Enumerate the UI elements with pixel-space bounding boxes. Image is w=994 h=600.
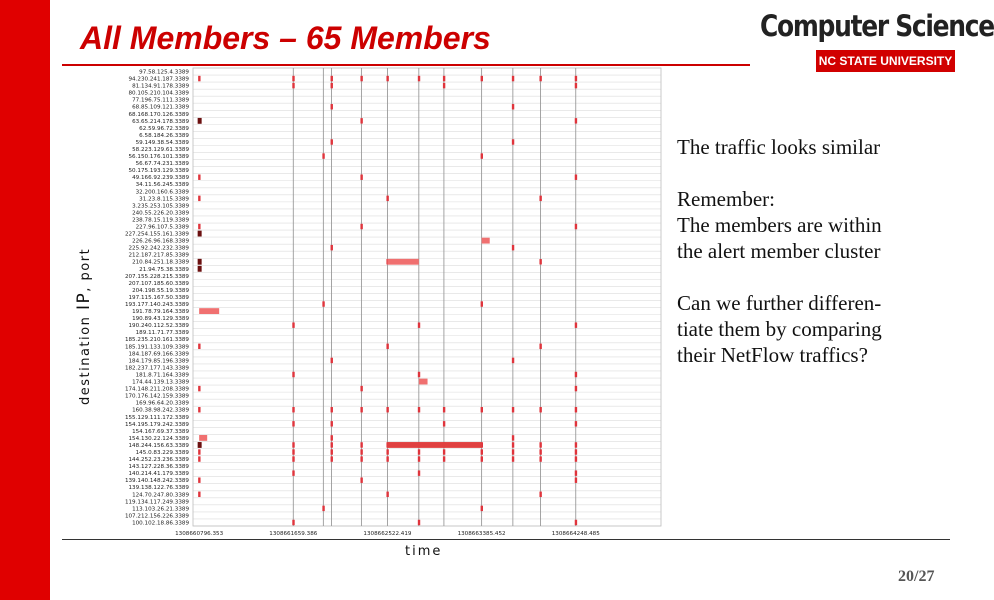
y-tick-label: 107.212.156.226.3389 [124, 513, 189, 520]
flow-mark [198, 196, 200, 201]
y-tick-label: 155.129.111.172.3389 [124, 414, 189, 421]
logo-bottom-text: NC STATE UNIVERSITY [816, 50, 955, 72]
y-label-ip: IP [74, 291, 94, 311]
flow-mark [331, 83, 333, 88]
y-tick-label: 207.155.228.215.3389 [124, 273, 189, 280]
flow-mark [331, 76, 333, 81]
y-tick-label: 212.187.217.85.3389 [128, 252, 189, 259]
y-tick-label: 154.130.22.124.3389 [128, 435, 189, 442]
flow-mark [575, 83, 577, 88]
flow-mark [292, 442, 294, 447]
y-tick-label: 94.230.241.187.3389 [128, 76, 189, 83]
flow-mark [512, 456, 514, 461]
flow-mark [575, 442, 577, 447]
dark-cell [198, 231, 202, 237]
flow-mark [198, 492, 200, 497]
flow-mark [198, 449, 200, 454]
flow-mark [331, 245, 333, 250]
flow-mark [512, 76, 514, 81]
y-tick-label: 169.96.64.20.3389 [135, 400, 189, 407]
flow-mark [481, 301, 483, 306]
note-line: Can we further differen- [677, 291, 882, 315]
flow-mark [198, 344, 200, 349]
flow-mark [360, 449, 362, 454]
flow-mark [198, 386, 200, 391]
y-tick-label: 154.195.179.242.3389 [124, 421, 189, 428]
y-tick-label: 68.85.109.121.3389 [132, 104, 189, 111]
flow-mark [418, 407, 420, 412]
y-tick-label: 97.58.125.4.3389 [139, 69, 189, 76]
flow-mark [481, 407, 483, 412]
flow-mark [418, 456, 420, 461]
y-tick-label: 50.175.193.129.3389 [128, 168, 189, 175]
note-line: the alert member cluster [677, 239, 881, 263]
flow-mark [386, 407, 388, 412]
flow-mark [198, 477, 200, 482]
y-tick-label: 124.70.247.80.3389 [132, 492, 189, 499]
note-line: The traffic looks similar [677, 135, 881, 159]
dark-cell [198, 442, 202, 448]
flow-mark [575, 520, 577, 525]
flow-mark [575, 372, 577, 377]
y-tick-label: 58.223.129.61.3389 [132, 147, 189, 154]
flow-mark [443, 407, 445, 412]
flow-mark [481, 76, 483, 81]
flow-mark [331, 104, 333, 109]
note-line: tiate them by comparing [677, 317, 882, 341]
flow-mark [292, 372, 294, 377]
flow-mark [292, 470, 294, 475]
flow-mark [331, 421, 333, 426]
y-tick-label: 189.11.71.77.3389 [135, 330, 189, 337]
flow-mark [512, 449, 514, 454]
bottom-rule [62, 539, 950, 540]
y-tick-label: 6.58.184.26.3389 [139, 132, 189, 139]
traffic-heatmap [90, 66, 710, 540]
flow-mark [292, 76, 294, 81]
flow-mark [575, 76, 577, 81]
y-tick-label: 190.240.112.52.3389 [128, 323, 189, 330]
note-line: The members are within [677, 213, 882, 237]
y-tick-label: 139.140.148.242.3389 [124, 478, 189, 485]
y-label-suffix: , port [78, 247, 93, 292]
logo [760, 6, 994, 74]
flow-mark [539, 449, 541, 454]
flow-mark [575, 118, 577, 123]
flow-mark [360, 477, 362, 482]
flow-mark [512, 245, 514, 250]
y-tick-label: 148.244.156.63.3389 [128, 442, 189, 449]
flow-mark [292, 83, 294, 88]
y-tick-label: 225.92.242.232.3389 [128, 245, 189, 252]
flow-mark [198, 174, 200, 179]
page-number: 20/27 [898, 568, 935, 585]
y-tick-label: 56.150.176.101.3389 [128, 154, 189, 161]
y-tick-label: 80.105.210.104.3389 [128, 90, 189, 97]
flow-mark [331, 435, 333, 440]
y-tick-label: 240.55.226.20.3389 [132, 210, 189, 217]
flow-mark [198, 407, 200, 412]
notes-panel [677, 134, 947, 368]
flow-mark [539, 259, 541, 264]
flow-mark [512, 442, 514, 447]
flow-mark [198, 76, 200, 81]
y-tick-label: 100.102.18.86.3389 [132, 520, 189, 527]
x-tick-label: 1308664248.485 [551, 531, 600, 537]
flow-mark [360, 407, 362, 412]
flow-mark [292, 520, 294, 525]
y-tick-label: 144.252.23.236.3389 [128, 457, 189, 464]
flow-mark [386, 344, 388, 349]
flow-mark [575, 449, 577, 454]
flow-mark [539, 76, 541, 81]
flow-mark [386, 492, 388, 497]
y-tick-label: 190.89.43.129.3389 [132, 316, 189, 323]
y-tick-label: 184.179.85.196.3389 [128, 358, 189, 365]
y-tick-label: 184.187.69.166.3389 [128, 351, 189, 358]
y-tick-label: 21.94.75.38.3389 [139, 266, 189, 273]
flow-mark [360, 386, 362, 391]
x-tick-label: 1308663385.452 [457, 531, 506, 537]
flow-mark [322, 301, 324, 306]
y-tick-label: 182.237.177.143.3389 [124, 365, 189, 372]
y-tick-label: 191.78.79.164.3389 [132, 309, 189, 316]
y-tick-label: 49.166.92.239.3389 [132, 175, 189, 182]
plot-frame [193, 68, 661, 526]
flow-mark [331, 139, 333, 144]
flow-mark [322, 506, 324, 511]
y-tick-label: 56.67.74.231.3389 [135, 161, 189, 168]
flow-mark [198, 456, 200, 461]
y-tick-label: 59.149.38.54.3389 [135, 139, 189, 146]
left-accent-bar [0, 0, 50, 600]
flow-mark [292, 456, 294, 461]
flow-mark [331, 407, 333, 412]
y-tick-label: 31.23.8.115.3389 [139, 196, 189, 203]
y-tick-label: 63.65.214.178.3389 [132, 118, 189, 125]
flow-mark [418, 76, 420, 81]
y-tick-label: 3.235.253.105.3389 [132, 203, 189, 210]
y-tick-label: 181.8.71.164.3389 [135, 372, 189, 379]
y-tick-label: 113.103.26.21.3389 [132, 506, 189, 513]
flow-bar [482, 238, 490, 244]
flow-mark [443, 83, 445, 88]
y-tick-label: 193.177.140.243.3389 [124, 302, 189, 309]
flow-mark [360, 456, 362, 461]
flow-mark [360, 442, 362, 447]
y-tick-label: 210.84.251.18.3389 [132, 259, 189, 266]
y-tick-label: 34.11.56.245.3389 [135, 182, 189, 189]
y-tick-label: 227.254.155.161.3389 [124, 231, 189, 238]
flow-mark [575, 456, 577, 461]
flow-mark [386, 449, 388, 454]
flow-mark [360, 174, 362, 179]
logo-top-text: Computer Science [760, 9, 994, 43]
flow-mark [360, 118, 362, 123]
flow-mark [443, 421, 445, 426]
flow-mark [443, 456, 445, 461]
y-tick-label: 207.107.185.60.3389 [128, 280, 189, 287]
flow-mark [418, 520, 420, 525]
flow-mark [443, 76, 445, 81]
flow-bar [199, 435, 207, 441]
flow-mark [292, 421, 294, 426]
y-tick-label: 204.198.55.19.3389 [132, 287, 189, 294]
heatmap-svg [90, 66, 710, 540]
x-tick-label: 1308661659.386 [269, 531, 318, 537]
flow-mark [292, 449, 294, 454]
flow-mark [386, 76, 388, 81]
flow-mark [322, 153, 324, 158]
flow-mark [481, 456, 483, 461]
y-tick-label: 160.38.98.242.3389 [132, 407, 189, 414]
flow-mark [539, 492, 541, 497]
flow-mark [512, 407, 514, 412]
x-tick-label: 1308660796.353 [175, 531, 224, 537]
dark-cell [198, 118, 202, 124]
y-tick-label: 154.167.69.37.3389 [132, 428, 189, 435]
y-tick-label: 170.176.142.159.3389 [124, 393, 189, 400]
flow-bar [387, 259, 418, 265]
flow-mark [331, 449, 333, 454]
flow-mark [575, 174, 577, 179]
flow-mark [360, 76, 362, 81]
flow-mark [360, 224, 362, 229]
y-tick-label: 143.127.228.36.3389 [128, 464, 189, 471]
flow-mark [539, 196, 541, 201]
flow-mark [575, 407, 577, 412]
dark-cell [198, 266, 202, 272]
y-tick-label: 226.26.96.168.3389 [132, 238, 189, 245]
flow-mark [331, 358, 333, 363]
y-tick-label: 238.78.15.119.3389 [132, 217, 189, 224]
flow-mark [418, 470, 420, 475]
flow-mark [418, 449, 420, 454]
y-tick-label: 185.235.210.161.3389 [124, 337, 189, 344]
flow-mark [575, 421, 577, 426]
flow-mark [539, 344, 541, 349]
y-tick-label: 139.138.122.76.3389 [128, 485, 189, 492]
flow-mark [386, 196, 388, 201]
y-tick-label: 174.44.139.13.3389 [132, 379, 189, 386]
flow-mark [418, 322, 420, 327]
y-tick-label: 145.0.83.229.3389 [135, 449, 189, 456]
y-tick-label: 81.134.91.178.3389 [132, 83, 189, 90]
flow-mark [575, 224, 577, 229]
y-tick-label: 68.168.170.126.3389 [128, 111, 189, 118]
flow-mark [198, 224, 200, 229]
flow-mark [443, 449, 445, 454]
flow-mark [331, 442, 333, 447]
y-tick-label: 62.59.96.72.3389 [139, 125, 189, 132]
y-tick-label: 197.115.167.50.3389 [128, 294, 189, 301]
flow-bar [387, 442, 481, 448]
flow-mark [386, 456, 388, 461]
flow-mark [539, 442, 541, 447]
dark-cell [198, 259, 202, 265]
note-line: Remember: [677, 187, 775, 211]
flow-mark [481, 506, 483, 511]
flow-mark [418, 372, 420, 377]
y-tick-label: 32.200.160.6.3389 [135, 189, 189, 196]
flow-mark [481, 153, 483, 158]
flow-mark [512, 139, 514, 144]
flow-mark [512, 104, 514, 109]
flow-mark [575, 477, 577, 482]
y-tick-label: 227.96.107.5.3389 [135, 224, 189, 231]
flow-bar [199, 308, 219, 314]
y-tick-label: 185.191.133.109.3389 [124, 344, 189, 351]
note-line: their NetFlow traffics? [677, 343, 868, 367]
flow-bar [419, 379, 428, 385]
y-tick-label: 119.134.117.249.3389 [124, 499, 189, 506]
flow-mark [539, 456, 541, 461]
flow-mark [512, 358, 514, 363]
slide-title: All Members – 65 Members [80, 20, 491, 56]
y-tick-label: 77.196.75.111.3389 [132, 97, 189, 104]
flow-mark [575, 322, 577, 327]
x-axis-label: time [405, 544, 443, 559]
flow-mark [331, 456, 333, 461]
y-tick-label: 140.214.41.179.3389 [128, 471, 189, 478]
flow-mark [512, 435, 514, 440]
flow-mark [575, 470, 577, 475]
x-tick-label: 1308662522.419 [363, 531, 412, 537]
flow-mark [539, 407, 541, 412]
y-tick-label: 174.148.211.208.3389 [124, 386, 189, 393]
y-label-prefix: destination [78, 310, 93, 405]
flow-mark [292, 407, 294, 412]
flow-mark [481, 449, 483, 454]
flow-mark [292, 322, 294, 327]
flow-mark [575, 386, 577, 391]
